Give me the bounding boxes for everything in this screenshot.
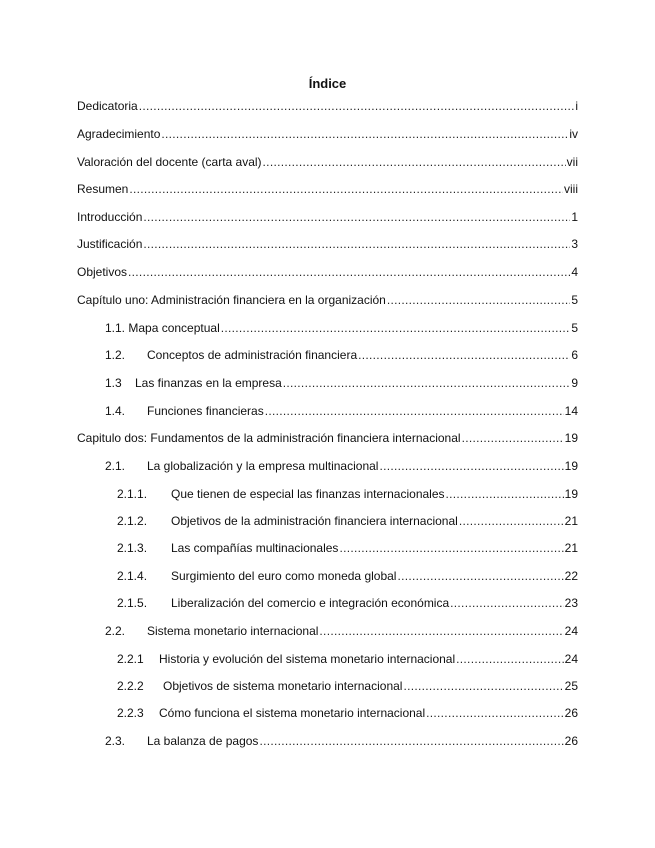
toc-entry-page: 25 xyxy=(564,679,578,693)
toc-entry-number: 2.2.1 xyxy=(117,652,144,666)
toc-entry-page: vii xyxy=(566,155,578,169)
toc-entry-text: Las finanzas en la empresa xyxy=(135,376,282,390)
toc-entry-page: 19 xyxy=(564,431,578,445)
toc-entry[interactable] xyxy=(105,376,578,390)
toc-entry-text: Sistema monetario internacional xyxy=(147,624,319,638)
toc-entry-number: 2.1.2. xyxy=(117,514,148,528)
toc-entry[interactable] xyxy=(77,155,578,169)
dot-leader xyxy=(283,376,571,390)
toc-entry[interactable] xyxy=(77,265,578,279)
toc-entry-text: Objetivos de la administración financiera internacional xyxy=(171,514,458,528)
toc-entry[interactable] xyxy=(77,99,578,113)
toc-entry-text: Historia y evolución del sistema monetario internacional xyxy=(159,652,456,666)
toc-entry-page: i xyxy=(575,99,578,113)
toc-entry-number: 1.3 xyxy=(105,376,122,390)
toc-entry-text: Justificación xyxy=(77,237,143,251)
toc-entry-text: La balanza de pagos xyxy=(147,734,259,748)
dot-leader xyxy=(143,210,570,224)
toc-entry-number: 2.1.1. xyxy=(117,487,148,501)
toc-entry[interactable] xyxy=(77,210,578,224)
dot-leader xyxy=(319,624,563,638)
toc-entry[interactable] xyxy=(117,706,578,720)
toc-entry-number: 2.2.2 xyxy=(117,679,144,693)
toc-entry-number: 2.1.5. xyxy=(117,596,148,610)
toc-entry-page: 5 xyxy=(571,321,578,335)
dot-leader xyxy=(387,293,570,307)
dot-leader xyxy=(161,127,568,141)
toc-entry[interactable] xyxy=(117,652,578,666)
dot-leader xyxy=(446,487,564,501)
toc-entry-page: 22 xyxy=(564,569,578,583)
toc-entry[interactable] xyxy=(117,514,578,528)
dot-leader xyxy=(263,155,566,169)
dot-leader xyxy=(358,348,570,362)
toc-entry-page: 24 xyxy=(564,624,578,638)
toc-entry[interactable] xyxy=(77,293,578,307)
toc-entry-text: Introducción xyxy=(77,210,143,224)
dot-leader xyxy=(129,182,563,196)
toc-entry[interactable] xyxy=(105,734,578,748)
toc-entry-text: Dedicatoria xyxy=(77,99,138,113)
toc-entry[interactable] xyxy=(117,487,578,501)
toc-entry-text: Funciones financieras xyxy=(147,404,264,418)
toc-entry-page: 5 xyxy=(571,293,578,307)
toc-entry[interactable] xyxy=(117,569,578,583)
dot-leader xyxy=(128,265,570,279)
toc-entry-page: 26 xyxy=(564,734,578,748)
toc-entry[interactable] xyxy=(105,348,578,362)
toc-entry-page: 14 xyxy=(564,404,578,418)
toc-entry-text: Capítulo uno: Administración financiera en la organización xyxy=(77,293,386,307)
toc-entry-text: Valoración del docente (carta aval) xyxy=(77,155,262,169)
toc-entry[interactable] xyxy=(77,127,578,141)
toc-entry-page: 26 xyxy=(564,706,578,720)
dot-leader xyxy=(426,706,564,720)
toc-entry-page: 1 xyxy=(571,210,578,224)
toc-entry-number: 2.2.3 xyxy=(117,706,144,720)
toc-entry-number: 2.1. xyxy=(105,459,126,473)
dot-leader xyxy=(221,321,571,335)
dot-leader xyxy=(265,404,564,418)
toc-entry[interactable] xyxy=(105,624,578,638)
toc-entry[interactable] xyxy=(117,679,578,693)
dot-leader xyxy=(259,734,563,748)
toc-entry-text: Que tienen de especial las finanzas internacionales xyxy=(171,487,445,501)
toc-entry-text: Las compañías multinacionales xyxy=(171,541,339,555)
toc-entry-page: iv xyxy=(569,127,578,141)
toc-entry-number: 2.1.4. xyxy=(117,569,148,583)
toc-entry[interactable] xyxy=(117,541,578,555)
toc-entry-page: 6 xyxy=(571,348,578,362)
toc-entry[interactable] xyxy=(77,182,578,196)
dot-leader xyxy=(397,569,563,583)
dot-leader xyxy=(462,431,564,445)
dot-leader xyxy=(339,541,563,555)
dot-leader xyxy=(143,237,570,251)
toc-entry-text: Conceptos de administración financiera xyxy=(147,348,358,362)
toc-entry[interactable] xyxy=(105,404,578,418)
toc-entry[interactable] xyxy=(105,459,578,473)
toc-entry-text: Capitulo dos: Fundamentos de la administración financiera internacional xyxy=(77,431,461,445)
dot-leader xyxy=(403,679,563,693)
toc-entry-text: Surgimiento del euro como moneda global xyxy=(171,569,397,583)
toc-entry-text: La globalización y la empresa multinacional xyxy=(147,459,379,473)
dot-leader xyxy=(450,596,563,610)
toc-entry-page: 21 xyxy=(564,541,578,555)
dot-leader xyxy=(139,99,575,113)
toc-entry-number: 2.3. xyxy=(105,734,126,748)
toc-entry-text: 1.1. Mapa conceptual xyxy=(105,321,220,335)
toc-entry-text: Objetivos de sistema monetario internacional xyxy=(163,679,403,693)
toc-entry-text: Resumen xyxy=(77,182,129,196)
toc-entry-text: Cómo funciona el sistema monetario internacional xyxy=(159,706,426,720)
toc-entry[interactable] xyxy=(105,321,578,335)
toc-entry-page: 23 xyxy=(564,596,578,610)
toc-entry-page: 9 xyxy=(571,376,578,390)
toc-entry-text: Liberalización del comercio e integración económica xyxy=(171,596,450,610)
toc-entry-page: 19 xyxy=(564,459,578,473)
toc-entry[interactable] xyxy=(77,431,578,445)
toc-entry-page: 19 xyxy=(564,487,578,501)
toc-entry-page: viii xyxy=(564,182,578,196)
toc-entry-page: 4 xyxy=(571,265,578,279)
toc-entry[interactable] xyxy=(117,596,578,610)
toc-entry[interactable] xyxy=(77,237,578,251)
dot-leader xyxy=(459,514,564,528)
toc-entry-text: Agradecimiento xyxy=(77,127,161,141)
toc-entry-number: 1.2. xyxy=(105,348,126,362)
dot-leader xyxy=(456,652,563,666)
toc-entry-number: 1.4. xyxy=(105,404,126,418)
toc-entry-number: 2.1.3. xyxy=(117,541,148,555)
toc-entry-text: Objetivos xyxy=(77,265,128,279)
toc-entry-page: 24 xyxy=(564,652,578,666)
toc-title: Índice xyxy=(308,76,347,91)
dot-leader xyxy=(379,459,563,473)
toc-entry-page: 3 xyxy=(571,237,578,251)
toc-entry-page: 21 xyxy=(564,514,578,528)
toc-entry-number: 2.2. xyxy=(105,624,126,638)
